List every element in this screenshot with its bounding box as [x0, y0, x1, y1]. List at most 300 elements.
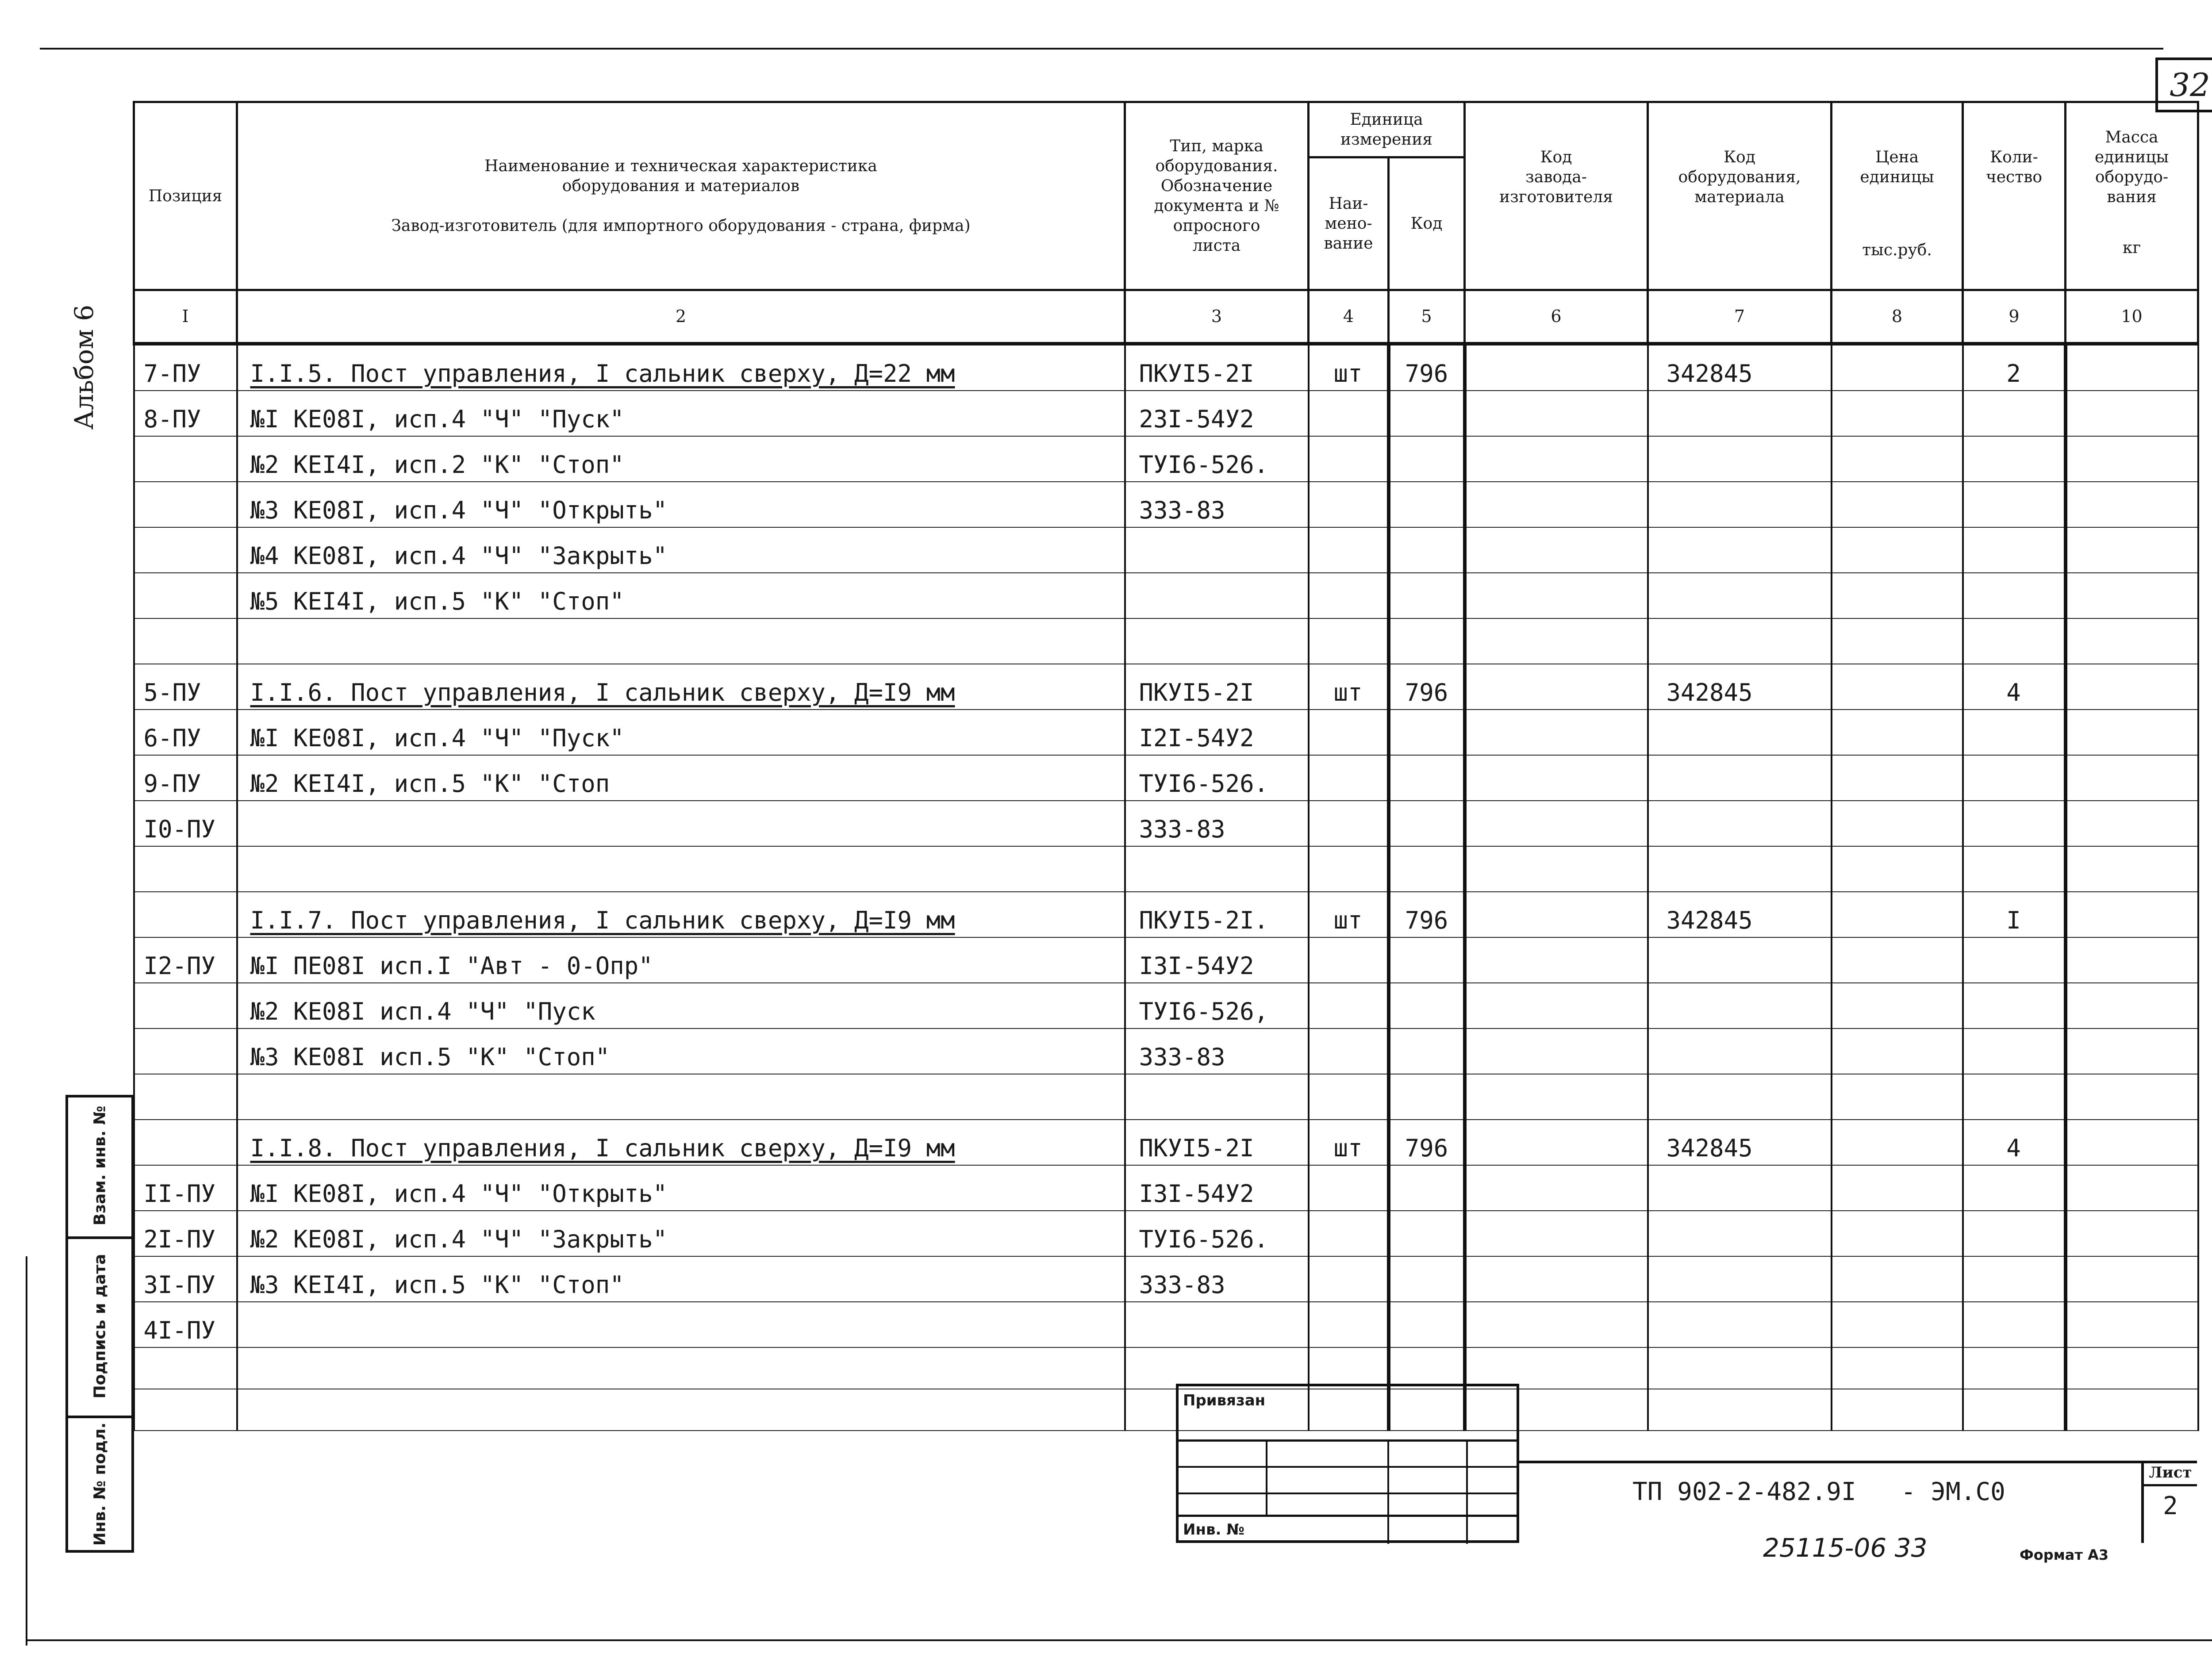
- mass-cell: [2066, 527, 2198, 573]
- type-cell: [1125, 846, 1309, 892]
- mass-cell: [2066, 1211, 2198, 1256]
- name-cell: №4 КЕ08I, исп.4 "Ч" "Закрыть": [237, 527, 1125, 573]
- mass-cell: [2066, 1028, 2198, 1074]
- name-cell: №3 КЕ08I, исп.4 "Ч" "Открыть": [237, 482, 1125, 527]
- price-cell: [1832, 664, 1963, 710]
- unit-code-cell: [1389, 1302, 1465, 1347]
- unit-code-cell: [1389, 1028, 1465, 1074]
- position-cell: [134, 983, 237, 1028]
- manufacturer-code-cell: [1465, 618, 1648, 664]
- privyazan-label: Привязан: [1183, 1392, 1266, 1409]
- position-cell: [134, 618, 237, 664]
- quantity-cell: [1963, 482, 2066, 527]
- unit-name-cell: [1309, 618, 1389, 664]
- manufacturer-code-cell: [1465, 573, 1648, 618]
- manufacturer-code-cell: [1465, 1347, 1648, 1389]
- mass-cell: [2066, 983, 2198, 1028]
- position-cell: 6-ПУ: [134, 710, 237, 755]
- price-cell: [1832, 755, 1963, 801]
- unit-code-cell: [1389, 755, 1465, 801]
- name-cell: [237, 801, 1125, 846]
- table-row: [134, 937, 2198, 983]
- position-cell: II-ПУ: [134, 1165, 237, 1211]
- left-border-line: [26, 1256, 27, 1646]
- equipment-code-cell: [1648, 1165, 1832, 1211]
- price-cell: [1832, 1028, 1963, 1074]
- quantity-cell: [1963, 801, 2066, 846]
- position-cell: 5-ПУ: [134, 664, 237, 710]
- type-cell: [1125, 527, 1309, 573]
- type-cell: [1125, 1347, 1309, 1389]
- quantity-cell: [1963, 1347, 2066, 1389]
- quantity-cell: [1963, 1256, 2066, 1302]
- unit-name-cell: [1309, 1165, 1389, 1211]
- name-cell: [237, 1302, 1125, 1347]
- type-cell: 333-83: [1125, 801, 1309, 846]
- table-row: [134, 391, 2198, 436]
- position-cell: [134, 1120, 237, 1165]
- table-row: [134, 1165, 2198, 1211]
- equipment-code-cell: [1648, 436, 1832, 482]
- position-cell: [134, 1028, 237, 1074]
- table-row: [134, 846, 2198, 892]
- price-cell: [1832, 1211, 1963, 1256]
- privyazan-row-line: [1179, 1439, 1519, 1442]
- mass-cell: [2066, 436, 2198, 482]
- equipment-code-cell: [1648, 801, 1832, 846]
- unit-code-cell: 796: [1389, 664, 1465, 710]
- mass-cell: [2066, 755, 2198, 801]
- equipment-code-cell: [1648, 846, 1832, 892]
- header-equipment-code: Код оборудования, материала: [1648, 102, 1832, 290]
- price-cell: [1832, 1347, 1963, 1389]
- equipment-code-cell: [1648, 1347, 1832, 1389]
- price-cell: [1832, 983, 1963, 1028]
- price-cell: [1832, 573, 1963, 618]
- price-cell: [1832, 846, 1963, 892]
- equipment-code-cell: [1648, 573, 1832, 618]
- mass-cell: [2066, 937, 2198, 983]
- table-row: [134, 527, 2198, 573]
- type-cell: [1125, 573, 1309, 618]
- header-number-4: 4: [1309, 290, 1389, 344]
- position-cell: I2-ПУ: [134, 937, 237, 983]
- unit-code-cell: 796: [1389, 892, 1465, 937]
- table-row: [134, 344, 2198, 391]
- price-cell: [1832, 1256, 1963, 1302]
- unit-name-cell: [1309, 1302, 1389, 1347]
- manufacturer-code-cell: [1465, 664, 1648, 710]
- equipment-code-cell: [1648, 1302, 1832, 1347]
- table-row: [134, 1347, 2198, 1389]
- header-type: Тип, марка оборудования. Обозначение документа и № опросного листа: [1125, 102, 1309, 290]
- quantity-cell: [1963, 618, 2066, 664]
- mass-cell: [2066, 1302, 2198, 1347]
- equipment-code-cell: [1648, 1256, 1832, 1302]
- header-manufacturer-code: Код завода- изготовителя: [1465, 102, 1648, 290]
- header-number-6: 6: [1465, 290, 1648, 344]
- format-label: Формат А3: [2020, 1546, 2109, 1563]
- manufacturer-code-cell: [1465, 1256, 1648, 1302]
- header-name: Наименование и техническая характеристика оборудования и материалов Завод-изготовитель (для импортного оборудования - страна, фирма): [237, 102, 1125, 290]
- quantity-cell: [1963, 755, 2066, 801]
- price-cell: [1832, 710, 1963, 755]
- type-cell: ПКУI5-2I: [1125, 344, 1309, 391]
- handwritten-number: 25115-06 33: [1763, 1533, 1928, 1563]
- equipment-code-cell: [1648, 391, 1832, 436]
- header-position: Позиция: [134, 102, 237, 290]
- manufacturer-code-cell: [1465, 482, 1648, 527]
- name-cell: №2 КЕ08I исп.4 "Ч" "Пуск: [237, 983, 1125, 1028]
- quantity-cell: [1963, 573, 2066, 618]
- top-border-line: [40, 48, 2163, 50]
- name-cell: №2 КЕI4I, исп.2 "К" "Стоп": [237, 436, 1125, 482]
- table-row: [134, 436, 2198, 482]
- header-number-8: 8: [1832, 290, 1963, 344]
- position-cell: [134, 1389, 237, 1431]
- unit-name-cell: шт: [1309, 664, 1389, 710]
- price-cell: [1832, 801, 1963, 846]
- type-cell: 333-83: [1125, 1256, 1309, 1302]
- position-cell: [134, 1347, 237, 1389]
- equipment-code-cell: 342845: [1648, 664, 1832, 710]
- header-quantity: Коли- чество: [1963, 102, 2066, 290]
- privyazan-row-line: [1179, 1493, 1519, 1494]
- table-row: [134, 664, 2198, 710]
- type-cell: 333-83: [1125, 1028, 1309, 1074]
- name-cell: №I КЕ08I, исп.4 "Ч" "Пуск": [237, 391, 1125, 436]
- table-row: [134, 482, 2198, 527]
- unit-name-cell: [1309, 1074, 1389, 1120]
- name-cell: №2 КЕI4I, исп.5 "К" "Стоп: [237, 755, 1125, 801]
- table-row: [134, 1211, 2198, 1256]
- document-code: ТП 902-2-482.9I - ЭМ.С0: [1632, 1477, 2005, 1506]
- quantity-cell: [1963, 1028, 2066, 1074]
- price-cell: [1832, 1302, 1963, 1347]
- table-row: [134, 983, 2198, 1028]
- type-cell: 333-83: [1125, 482, 1309, 527]
- table-row: [134, 1028, 2198, 1074]
- quantity-cell: [1963, 1389, 2066, 1431]
- price-cell: [1832, 1389, 1963, 1431]
- mass-cell: [2066, 1165, 2198, 1211]
- unit-code-cell: [1389, 1074, 1465, 1120]
- unit-code-cell: [1389, 1347, 1465, 1389]
- unit-code-cell: 796: [1389, 1120, 1465, 1165]
- manufacturer-code-cell: [1465, 892, 1648, 937]
- unit-name-cell: [1309, 482, 1389, 527]
- header-unit-name: Наи- мено- вание: [1309, 157, 1389, 290]
- manufacturer-code-cell: [1465, 1028, 1648, 1074]
- manufacturer-code-cell: [1465, 1211, 1648, 1256]
- unit-name-cell: [1309, 755, 1389, 801]
- unit-name-cell: [1309, 1256, 1389, 1302]
- mass-cell: [2066, 1074, 2198, 1120]
- unit-code-cell: [1389, 1211, 1465, 1256]
- type-cell: [1125, 618, 1309, 664]
- unit-name-cell: шт: [1309, 1120, 1389, 1165]
- mass-cell: [2066, 1120, 2198, 1165]
- price-cell: [1832, 618, 1963, 664]
- name-cell: [237, 1347, 1125, 1389]
- name-cell: №I ПЕ08I исп.I "Авт - 0-Опр": [237, 937, 1125, 983]
- inventory-no-label: Инв. №: [1183, 1521, 1245, 1539]
- type-cell: ТУI6-526,: [1125, 983, 1309, 1028]
- table-row: [134, 1389, 2198, 1431]
- mass-cell: [2066, 1256, 2198, 1302]
- equipment-code-cell: 342845: [1648, 892, 1832, 937]
- privyazan-row-line: [1179, 1466, 1519, 1468]
- mass-cell: [2066, 573, 2198, 618]
- header-number-7: 7: [1648, 290, 1832, 344]
- unit-name-cell: шт: [1309, 892, 1389, 937]
- price-cell: [1832, 1120, 1963, 1165]
- manufacturer-code-cell: [1465, 344, 1648, 391]
- position-cell: 3I-ПУ: [134, 1256, 237, 1302]
- header-number-9: 9: [1963, 290, 2066, 344]
- manufacturer-code-cell: [1465, 1165, 1648, 1211]
- position-cell: [134, 436, 237, 482]
- equipment-code-cell: [1648, 1074, 1832, 1120]
- type-cell: [1125, 1302, 1309, 1347]
- privyazan-col-line: [1387, 1439, 1389, 1544]
- quantity-cell: [1963, 846, 2066, 892]
- table-row: [134, 1256, 2198, 1302]
- quantity-cell: 4: [1963, 1120, 2066, 1165]
- quantity-cell: [1963, 983, 2066, 1028]
- manufacturer-code-cell: [1465, 937, 1648, 983]
- name-cell: I.I.8. Пост управления, I сальник сверху, Д=I9 мм: [237, 1120, 1125, 1165]
- type-cell: ТУI6-526.: [1125, 436, 1309, 482]
- header-number-10: 10: [2066, 290, 2198, 344]
- price-cell: [1832, 892, 1963, 937]
- mass-cell: [2066, 391, 2198, 436]
- unit-code-cell: 796: [1389, 344, 1465, 391]
- unit-name-cell: [1309, 527, 1389, 573]
- header-number-3: 3: [1125, 290, 1309, 344]
- list-label: Лист: [2144, 1461, 2197, 1486]
- type-cell: ПКУI5-2I.: [1125, 892, 1309, 937]
- unit-code-cell: [1389, 391, 1465, 436]
- unit-name-cell: шт: [1309, 344, 1389, 391]
- position-cell: [134, 846, 237, 892]
- unit-code-cell: [1389, 1256, 1465, 1302]
- type-cell: [1125, 1074, 1309, 1120]
- quantity-cell: [1963, 937, 2066, 983]
- quantity-cell: [1963, 391, 2066, 436]
- quantity-cell: I: [1963, 892, 2066, 937]
- privyazan-col-line: [1466, 1439, 1468, 1544]
- position-cell: 2I-ПУ: [134, 1211, 237, 1256]
- header-unit-code: Код: [1389, 157, 1465, 290]
- price-cell: [1832, 527, 1963, 573]
- unit-code-cell: [1389, 436, 1465, 482]
- price-cell: [1832, 482, 1963, 527]
- mass-cell: [2066, 664, 2198, 710]
- unit-code-cell: [1389, 1165, 1465, 1211]
- unit-name-cell: [1309, 801, 1389, 846]
- table-row: [134, 1074, 2198, 1120]
- privyazan-col-line: [1266, 1439, 1267, 1515]
- unit-name-cell: [1309, 983, 1389, 1028]
- position-cell: 4I-ПУ: [134, 1302, 237, 1347]
- quantity-cell: [1963, 527, 2066, 573]
- unit-name-cell: [1309, 1028, 1389, 1074]
- unit-code-cell: [1389, 527, 1465, 573]
- side-stamp-divider: [65, 1236, 134, 1239]
- position-cell: [134, 527, 237, 573]
- name-cell: №3 КЕ08I исп.5 "К" "Стоп": [237, 1028, 1125, 1074]
- mass-cell: [2066, 846, 2198, 892]
- sheet-list-box: [2141, 1461, 2197, 1543]
- quantity-cell: [1963, 1074, 2066, 1120]
- unit-code-cell: [1389, 801, 1465, 846]
- name-cell: [237, 1074, 1125, 1120]
- unit-code-cell: [1389, 846, 1465, 892]
- name-cell: №I КЕ08I, исп.4 "Ч" "Открыть": [237, 1165, 1125, 1211]
- table-row: [134, 1302, 2198, 1347]
- name-cell: [237, 846, 1125, 892]
- mass-cell: [2066, 710, 2198, 755]
- equipment-code-cell: [1648, 618, 1832, 664]
- privyazan-row-line: [1179, 1515, 1519, 1517]
- unit-name-cell: [1309, 436, 1389, 482]
- type-cell: I2I-54У2: [1125, 710, 1309, 755]
- table-row: [134, 710, 2198, 755]
- position-cell: I0-ПУ: [134, 801, 237, 846]
- bottom-border-line: [26, 1639, 2212, 1641]
- table-row: [134, 801, 2198, 846]
- equipment-code-cell: [1648, 527, 1832, 573]
- equipment-code-cell: [1648, 983, 1832, 1028]
- quantity-cell: [1963, 710, 2066, 755]
- equipment-code-cell: [1648, 710, 1832, 755]
- type-cell: ТУI6-526.: [1125, 755, 1309, 801]
- unit-name-cell: [1309, 1211, 1389, 1256]
- unit-name-cell: [1309, 1347, 1389, 1389]
- equipment-code-cell: [1648, 755, 1832, 801]
- sheet-number: 32: [2155, 58, 2212, 112]
- mass-cell: [2066, 892, 2198, 937]
- mass-cell: [2066, 1347, 2198, 1389]
- header-number-1: I: [134, 290, 237, 344]
- manufacturer-code-cell: [1465, 436, 1648, 482]
- privyazan-block: [1176, 1384, 1519, 1543]
- quantity-cell: [1963, 1165, 2066, 1211]
- position-cell: [134, 482, 237, 527]
- header-unit-mass: Масса единицы оборудо- вания кг: [2066, 102, 2198, 290]
- quantity-cell: [1963, 1211, 2066, 1256]
- table-body: [134, 344, 2198, 1431]
- quantity-cell: 4: [1963, 664, 2066, 710]
- manufacturer-code-cell: [1465, 1302, 1648, 1347]
- position-cell: [134, 573, 237, 618]
- unit-code-cell: [1389, 573, 1465, 618]
- manufacturer-code-cell: [1465, 801, 1648, 846]
- price-cell: [1832, 344, 1963, 391]
- mass-cell: [2066, 344, 2198, 391]
- name-cell: №I КЕ08I, исп.4 "Ч" "Пуск": [237, 710, 1125, 755]
- equipment-code-cell: [1648, 1211, 1832, 1256]
- position-cell: 7-ПУ: [134, 344, 237, 391]
- unit-code-cell: [1389, 618, 1465, 664]
- unit-name-cell: [1309, 846, 1389, 892]
- type-cell: I3I-54У2: [1125, 937, 1309, 983]
- quantity-cell: [1963, 436, 2066, 482]
- quantity-cell: 2: [1963, 344, 2066, 391]
- mass-cell: [2066, 1389, 2198, 1431]
- header-number-2: 2: [237, 290, 1125, 344]
- equipment-code-cell: [1648, 482, 1832, 527]
- header-unit-price: Цена единицы тыс.руб.: [1832, 102, 1963, 290]
- mass-cell: [2066, 618, 2198, 664]
- name-cell: №3 КЕI4I, исп.5 "К" "Стоп": [237, 1256, 1125, 1302]
- table-row: [134, 1120, 2198, 1165]
- equipment-code-cell: [1648, 1028, 1832, 1074]
- quantity-cell: [1963, 1302, 2066, 1347]
- equipment-code-cell: 342845: [1648, 344, 1832, 391]
- type-cell: I3I-54У2: [1125, 1165, 1309, 1211]
- type-cell: ПКУI5-2I: [1125, 664, 1309, 710]
- mass-cell: [2066, 801, 2198, 846]
- name-cell: I.I.7. Пост управления, I сальник сверху, Д=I9 мм: [237, 892, 1125, 937]
- manufacturer-code-cell: [1465, 391, 1648, 436]
- name-cell: I.I.5. Пост управления, I сальник сверху, Д=22 мм: [237, 344, 1125, 391]
- table-row: [134, 755, 2198, 801]
- unit-code-cell: [1389, 710, 1465, 755]
- table-row: [134, 573, 2198, 618]
- price-cell: [1832, 937, 1963, 983]
- manufacturer-code-cell: [1465, 710, 1648, 755]
- position-cell: 9-ПУ: [134, 755, 237, 801]
- manufacturer-code-cell: [1465, 1120, 1648, 1165]
- unit-name-cell: [1309, 937, 1389, 983]
- price-cell: [1832, 391, 1963, 436]
- equipment-code-cell: [1648, 1389, 1832, 1431]
- name-cell: [237, 618, 1125, 664]
- name-cell: [237, 1389, 1125, 1431]
- specification-table: [133, 101, 2199, 1431]
- unit-code-cell: [1389, 482, 1465, 527]
- name-cell: I.I.6. Пост управления, I сальник сверху, Д=I9 мм: [237, 664, 1125, 710]
- unit-code-cell: [1389, 937, 1465, 983]
- equipment-code-cell: [1648, 937, 1832, 983]
- manufacturer-code-cell: [1465, 846, 1648, 892]
- unit-name-cell: [1309, 391, 1389, 436]
- header-unit-group: Единица измерения: [1309, 102, 1465, 157]
- unit-name-cell: [1309, 573, 1389, 618]
- equipment-code-cell: 342845: [1648, 1120, 1832, 1165]
- list-value: 2: [2163, 1492, 2178, 1520]
- name-cell: №2 КЕ08I, исп.4 "Ч" "Закрыть": [237, 1211, 1125, 1256]
- position-cell: [134, 1074, 237, 1120]
- type-cell: 23I-54У2: [1125, 391, 1309, 436]
- price-cell: [1832, 1165, 1963, 1211]
- unit-name-cell: [1309, 710, 1389, 755]
- price-cell: [1832, 436, 1963, 482]
- type-cell: ПКУI5-2I: [1125, 1120, 1309, 1165]
- position-cell: 8-ПУ: [134, 391, 237, 436]
- manufacturer-code-cell: [1465, 1074, 1648, 1120]
- price-cell: [1832, 1074, 1963, 1120]
- type-cell: ТУI6-526.: [1125, 1211, 1309, 1256]
- unit-code-cell: [1389, 983, 1465, 1028]
- manufacturer-code-cell: [1465, 983, 1648, 1028]
- side-stamp-divider: [65, 1416, 134, 1418]
- table-row: [134, 892, 2198, 937]
- table-row: [134, 618, 2198, 664]
- name-cell: №5 КЕI4I, исп.5 "К" "Стоп": [237, 573, 1125, 618]
